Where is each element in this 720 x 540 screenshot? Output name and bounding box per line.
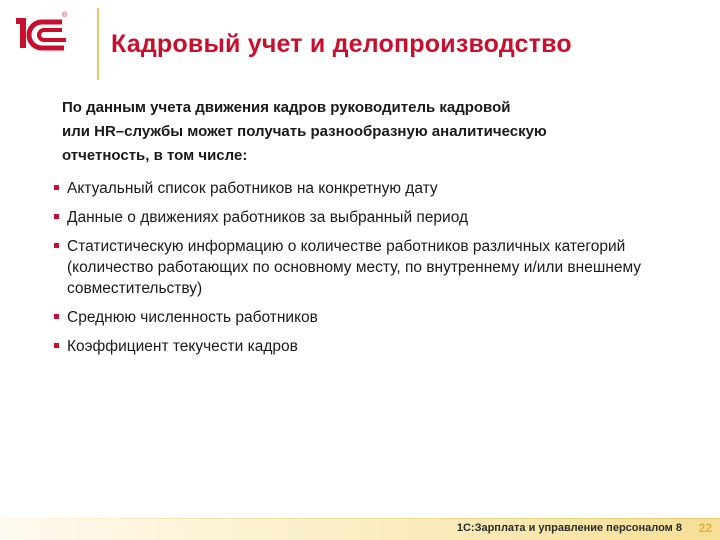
bullet-list xyxy=(52,178,692,365)
list-item xyxy=(52,178,692,199)
intro-paragraph xyxy=(62,96,622,168)
bullet-square-icon xyxy=(54,314,59,319)
list-item xyxy=(52,207,692,228)
intro-line: По данным учета движения кадров руководитель кадровой xyxy=(62,99,511,116)
list-item-text: Коэффициент текучести кадров xyxy=(67,338,298,355)
intro-line: отчетность, в том числе: xyxy=(62,147,248,164)
list-item-text: Статистическую информацию о количестве работников различных категорий (количество работающих по основному месту, по внутреннему и/или внешнему совместительству) xyxy=(67,238,642,297)
bullet-square-icon xyxy=(54,185,59,190)
bullet-square-icon xyxy=(54,243,59,248)
list-item-text: Актуальный список работников на конкретную дату xyxy=(67,180,438,197)
list-item-text: Среднюю численность работников xyxy=(67,309,318,326)
footer-product-name: 1С:Зарплата и управление персоналом 8 xyxy=(456,522,682,534)
list-item xyxy=(52,236,692,299)
list-item xyxy=(52,307,692,328)
registered-mark: ® xyxy=(62,12,68,19)
bullet-square-icon xyxy=(54,343,59,348)
bullet-square-icon xyxy=(54,214,59,219)
list-item-text: Данные о движениях работников за выбранный период xyxy=(67,209,469,226)
1c-logo xyxy=(12,14,82,54)
slide-title: Кадровый учет и делопроизводство xyxy=(111,30,572,58)
intro-line: или HR–службы может получать разнообразную аналитическую xyxy=(62,123,547,140)
page-number: 22 xyxy=(698,521,712,535)
list-item xyxy=(52,336,692,357)
header-divider xyxy=(97,8,99,80)
